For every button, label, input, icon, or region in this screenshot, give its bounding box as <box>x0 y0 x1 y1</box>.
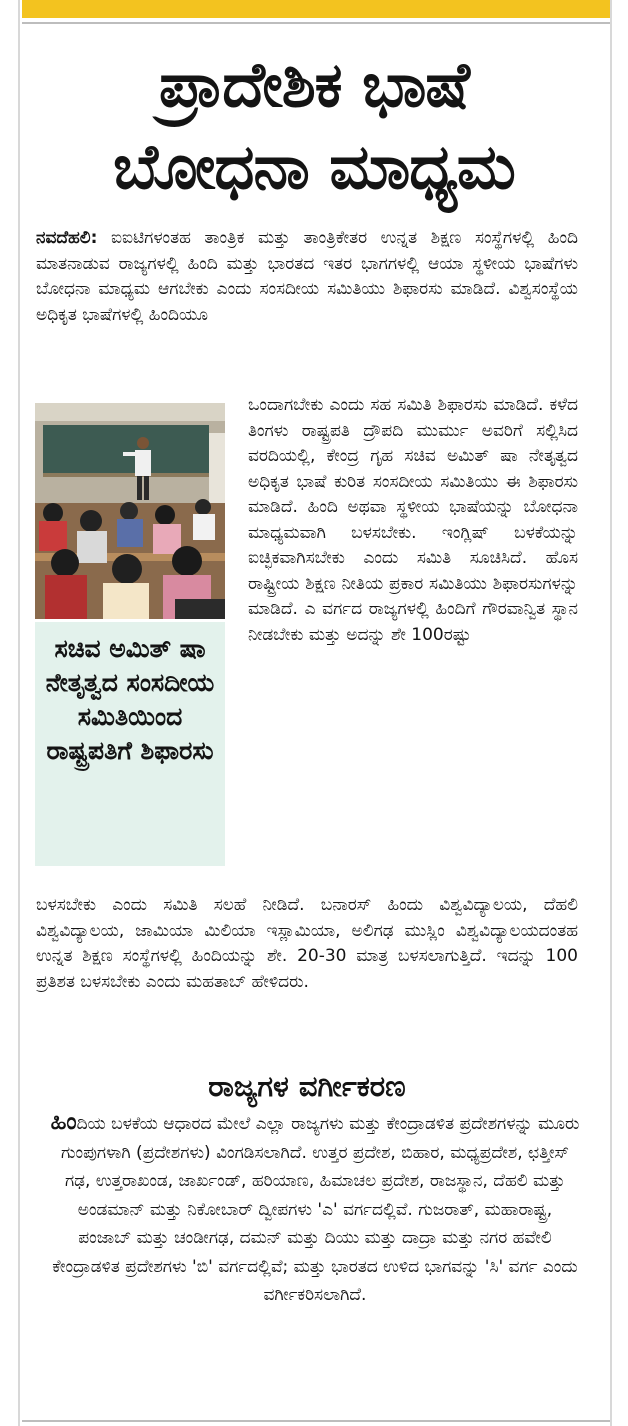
subheading: ರಾಜ್ಯಗಳ ವರ್ಗೀಕರಣ <box>208 1069 406 1103</box>
article-paragraph-1 <box>36 226 578 328</box>
paragraph-4-text: ದಿಯ ಬಳಕೆಯ ಆಧಾರದ ಮೇಲೆ ಎಲ್ಲಾ ರಾಜ್ಯಗಳು ಮತ್ತು ಕೇಂದ್ರಾಡಳಿತ ಪ್ರದೇಶಗಳನ್ನು ಮೂರು ಗುಂಪುಗಳಾಗಿ (ಪ್ರದೇಶಗಳು) ವಿಂಗಡಿಸಲಾಗಿದೆ. ಉತ್ತರ ಪ್ರದೇಶ, ಬಿಹಾರ, ಮಧ್ಯಪ್ರದೇಶ, ಛತ್ತೀಸ್ ಗಢ, ಉತ್ತರಾಖಂಡ, ಜಾರ್ಖಂಡ್, ಹರಿಯಾಣ, ಹಿಮಾಚಲ ಪ್ರದೇಶ, ರಾಜಸ್ಥಾನ, ದೆಹಲಿ ಮತ್ತು ಅಂಡಮಾನ್ ಮತ್ತು ನಿಕೋಬಾರ್ ದ್ವೀಪಗಳು 'ಎ' ವರ್ಗದಲ್ಲಿವೆ. ಗುಜರಾತ್, ಮಹಾರಾಷ್ಟ್ರ, ಪಂಜಾಬ್ ಮತ್ತು ಚಂಡೀಗಢ, ದಮನ್ ಮತ್ತು ದಿಯು ಮತ್ತು ದಾದ್ರಾ ಮತ್ತು ನಗರ ಹವೇಲಿ ಕೇಂದ್ರಾಡಳಿತ ಪ್ರದೇಶಗಳು 'ಬಿ' ವರ್ಗದಲ್ಲಿವೆ; ಮತ್ತು ಭಾರತದ ಉಳಿದ ಭಾಗವನ್ನು 'ಸಿ' ವರ್ಗ ಎಂದು ವರ್ಗೀಕರಿಸಲಾಗಿದೆ. <box>52 1114 580 1305</box>
right-border <box>610 0 612 1426</box>
headline-line-2: ಬೋಧನಾ ಮಾಧ್ಯಮ <box>113 130 515 203</box>
article-paragraph-3: ಬಳಸಬೇಕು ಎಂದು ಸಮಿತಿ ಸಲಹೆ ನೀಡಿದೆ. ಬನಾರಸ್ ಹಿಂದು ವಿಶ್ವವಿದ್ಯಾಲಯ, ದೆಹಲಿ ವಿಶ್ವವಿದ್ಯಾಲಯ, ಜಾಮಿಯಾ ಮಿಲಿಯಾ ಇಸ್ಲಾಮಿಯಾ, ಅಲಿಗಢ ಮುಸ್ಲಿಂ ವಿಶ್ವವಿದ್ಯಾಲಯದಂತಹ ಉನ್ನತ ಶಿಕ್ಷಣ ಸಂಸ್ಥೆಗಳಲ್ಲಿ ಹಿಂದಿಯನ್ನು ಶೇ. 20-30 ಮಾತ್ರ ಬಳಸಲಾಗುತ್ತಿದೆ. ಇದನ್ನು 100 ಪ್ರತಿಶತ ಬಳಸಬೇಕು ಎಂದು ಮಹತಾಬ್ ಹೇಳಿದರು. <box>36 895 578 992</box>
photo-caption: ಸಚಿವ ಅಮಿತ್ ಷಾ ನೇತೃತ್ವದ ಸಂಸದೀಯ ಸಮಿತಿಯಿಂದ ರಾಷ್ಟ್ರಪತಿಗೆ ಶಿಫಾರಸು <box>35 622 225 866</box>
drop-lead: ಹಿಂ <box>50 1109 77 1135</box>
headline-line-1: ಪ್ರಾದೇಶಿಕ ಭಾಷೆ <box>158 48 470 121</box>
paragraph-1-text: ಐಐಟಿಗಳಂತಹ ತಾಂತ್ರಿಕ ಮತ್ತು ತಾಂತ್ರಿಕೇತರ ಉನ್ನತ ಶಿಕ್ಷಣ ಸಂಸ್ಥೆಗಳಲ್ಲಿ ಹಿಂದಿ ಮಾತನಾಡುವ ರಾಜ್ಯಗಳಲ್ಲಿ ಹಿಂದಿ ಮತ್ತು ಭಾರತದ ಇತರ ಭಾಗಗಳಲ್ಲಿ ಆಯಾ ಸ್ಥಳೀಯ ಭಾಷೆಗಳು ಬೋಧನಾ ಮಾಧ್ಯಮ ಆಗಬೇಕು ಎಂದು ಸಂಸದೀಯ ಸಮಿತಿಯು ಶಿಫಾರಸು ಮಾಡಿದೆ. ವಿಶ್ವಸಂಸ್ಥೆಯ ಅಧಿಕೃತ ಭಾಷೆಗಳಲ್ಲಿ ಹಿಂದಿಯೂ <box>36 228 578 325</box>
top-accent-bar <box>22 0 610 18</box>
article-paragraph-4 <box>50 1108 580 1310</box>
headline <box>24 44 604 208</box>
bottom-rule <box>22 1420 610 1422</box>
classroom-photo <box>35 403 225 619</box>
dateline: ನವದೆಹಲಿ: <box>36 228 98 248</box>
left-border <box>18 0 20 1426</box>
top-rule <box>22 22 610 24</box>
article-paragraph-2: ಒಂದಾಗಬೇಕು ಎಂದು ಸಹ ಸಮಿತಿ ಶಿಫಾರಸು ಮಾಡಿದೆ. ಕಳೆದ ತಿಂಗಳು ರಾಷ್ಟ್ರಪತಿ ದ್ರೌಪದಿ ಮುರ್ಮು ಅವರಿಗೆ ಸಲ್ಲಿಸಿದ ವರದಿಯಲ್ಲಿ, ಕೇಂದ್ರ ಗೃಹ ಸಚಿವ ಅಮಿತ್ ಷಾ ನೇತೃತ್ವದ ಅಧಿಕೃತ ಭಾಷೆ ಕುರಿತ ಸಂಸದೀಯ ಸಮಿತಿಯು ಈ ಶಿಫಾರಸು ಮಾಡಿದೆ. ಹಿಂದಿ ಅಥವಾ ಸ್ಥಳೀಯ ಭಾಷೆಯನ್ನು ಬೋಧನಾ ಮಾಧ್ಯಮವಾಗಿ ಬಳಸಬೇಕು. ಇಂಗ್ಲಿಷ್ ಬಳಕೆಯನ್ನು ಐಚ್ಛಿಕವಾಗಿಸಬೇಕು ಎಂದು ಸಮಿತಿ ಸೂಚಿಸಿದೆ. ಹೊಸ ರಾಷ್ಟ್ರೀಯ ಶಿಕ್ಷಣ ನೀತಿಯ ಪ್ರಕಾರ ಸಮಿತಿಯು ಶಿಫಾರಸುಗಳನ್ನು ಮಾಡಿದೆ. ಎ ವರ್ಗದ ರಾಜ್ಯಗಳಲ್ಲಿ ಹಿಂದಿಗೆ ಗೌರವಾನ್ವಿತ ಸ್ಥಾನ ನೀಡಬೇಕು ಮತ್ತು ಅದನ್ನು ಶೇ 100ರಷ್ಟು <box>248 395 578 645</box>
